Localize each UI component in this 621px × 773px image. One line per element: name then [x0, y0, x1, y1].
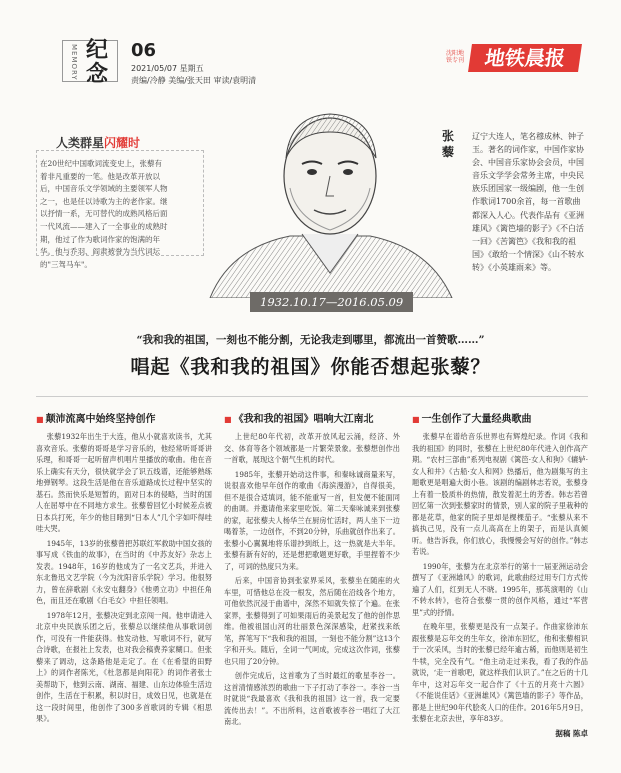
person-name: 张藜 — [442, 129, 455, 159]
paragraph: 1978年12月，张藜决定到北京闯一闯。他申请进入北京中央民族乐团之后，张藜总以继续他从事歌词创作，可没有一件能获得。他发动他、写歌词不行，就写合诗歌，在报社上发表，也对我会稿费养家糊口。但张藜来了调动，这条路他是走定了。在《在希望的田野上》的词作者陈光，《杜忽都是向阳花》的词作者张士美帮助下，他到云南、湖南、福建、山东边体验生活边创作，生活在于积累，积以时日，成效日见，也就是在这一段时间里，他创作了300多首歌词的专辑《相思果》。 — [36, 610, 212, 723]
paragraph: 1985年，张藜开始动这件事，和秦咏诚商量来写，说很喜欢他早年创作的歌曲《海滨漫游》，自得很美，但不是很合适填词，能不能重写一首，但发便不能面同的曲调。并邀请他来家里吃饭。第二天秦咏诚来到张藜的家，起张藜夫人杨华兰在厨房忙活时，两人坐下一边喝着茶，一边创作，不到20分钟，乐曲就创作出来了。张藜小心翼翼地将乐谱抄到纸上，这一热就是大半年。张藜有新有好的，还是想把歌题更好歌，手里捏着不少了，可词的热度只为来。 — [224, 469, 400, 571]
author-credit: 据稿 陈卓 — [555, 728, 588, 738]
section-title-en: MEMORY — [70, 44, 78, 81]
column-tagline — [56, 134, 140, 151]
paragraph: 1945年，13岁的张藜曾把苏联红军救助中国女孩的事写成《铁血的故事》，在当时的《中苏友好》杂志上发表。1948年，16岁的他成为了一名文艺兵，并进入东北鲁迅文艺学院（今为沈阳音乐学院）学习。他很努力，曾在辞歌剧《永安屯翻身》《他勇立功》中担任角色，而且还在歌剧《白毛女》中担任领唱。 — [36, 538, 212, 605]
editor-line: 责编/冷静 美编/张天田 审读/袁明清 — [131, 76, 257, 85]
column-heading: ■ 颠沛流离中始终坚持创作 — [36, 410, 212, 425]
headline-quote: “我和我的祖国，一刻也不能分割，无论我走到哪里，都流出一首赞歌……” — [136, 334, 485, 346]
paragraph: 1990年，张藜为在北京举行的第十一届亚洲运动会撰写了《亚洲雄风》的歌词，此歌曲经过用专门方式传遍了人们，红到无人不晓。1995年，那英演唱的《山不转水转》，也符合张藜一贯的创作风格，通过“军营里”式的抒情。 — [412, 561, 588, 617]
biography: 辽宁大连人，笔名穆成林、钟子玉。著名的词作家，中国作家协会、中国音乐家协会会员，中国音乐文学学会常务主席，中央民族乐团国家一级编剧，他一生创作歌词1700余首，每一首歌曲都深入人心。代表作品有《亚洲雄风》《篱笆墙的影子》《不白活一回》《苦篱笆》《我和我的祖国》《敢给一个情深》《山不转水转》《小英雄雨来》等。 — [472, 132, 584, 272]
column-heading: ■ 一生创作了大量经典歌曲 — [412, 410, 588, 425]
divider — [36, 396, 588, 397]
masthead-sub: 沈阳地铁专刊 — [446, 50, 465, 64]
section-title: 纪念 — [86, 37, 109, 87]
article-column-3 — [412, 410, 588, 739]
page-number: 06 — [131, 40, 157, 61]
date-line: 2021/05/07 星期五 — [131, 64, 204, 73]
portrait-sketch-icon — [190, 98, 470, 298]
article-column-2 — [224, 410, 400, 731]
life-dates: 1932.10.17—2016.05.09 — [250, 292, 413, 312]
column-heading: ■ 《我和我的祖国》唱响大江南北 — [224, 410, 400, 425]
paragraph: 在晚年里，张藜更是没有一点架子。作曲家徐沛东跟张藜是忘年交的生年女，徐沛东回忆，他和张藜相识于一次采风，当时的张藜已经年逾古稀，而他则是初生牛犊，完全没有气。“他主动走过来我，看了我的作品就说，‘走一首歌吧，就这样我们认识了。”在之后的十几年中，这对忘年交一起合作了《十五的月亮十六圆》《不能说佳话》《亚洲雄风》《篱笆墙的影子》等作品，都是上世纪90年代脍炙人口的佳作。2016年5月9日，张藜在北京去世，享年83岁。 — [412, 622, 588, 723]
headline-title: 唱起《我和我的祖国》你能否想起张藜？ — [130, 356, 491, 378]
paragraph: 上世纪80年代初，改革开放风起云涌，经济、外交、体育等各个领域都是一片繁荣景象。张藜想创作出一首歌，展现这个朝气生机的时代。 — [224, 432, 400, 464]
paragraph: 张藜早在谱给音乐世界也有辉煌纪录。作词《我和我的祖国》的同时，张藜在上世纪80年代进入创作高产期。“农村三部曲”系列电视剧《篱笆·女人和狗》《辘轳·女人和井》《古船·女人和网》热播后，他为剧集写的主题歌更是唱遍大街小巷。该剧的编剧林志若说，张藜身上有着一股质朴的热情，散发着泥土的芳香。韩志若曾回忆第一次到张藜家时的情景，别人家的院子里栽种的都是花草，他家的院子里却是棵棵茄子。“张藜从来不搞执己见，没有一点儿高高在上的架子，而是认真倾听。他告诉我，你们放心，我慢慢会写好的创作。”韩志若说。 — [412, 432, 588, 556]
paragraph: 创作完成后，这首歌为了当时最红的歌星李谷一。这首清情感浓烈的歌曲一下子打动了李谷一。李谷一当时就说“我最喜欢《我和我的祖国》这一首，我一定要流传出去！”。不出所料，这首歌被李谷一唱红了大江南北。 — [224, 671, 400, 726]
tagline-highlight: 闪耀时 — [104, 136, 141, 150]
paragraph: 后来，中国音协到张家界采风，张藜坐在随座的火车里，可惜他总在没一根发，然后随在沿线各个地方，可他依然沉浸于曲谱中，深然不知就失惊了个遍。在张家界，张藜得到了可如果雨后的美景起发了他的创作思维。他被祖国山河的壮丽景色深深感染，赶紧找来纸笔，挥笔写下“我和我的祖国，一刻也不能分割”这13个字和开头。随后，全词一气呵成，完成这次作词，张藜也只用了20分钟。 — [224, 576, 400, 666]
article-column-1 — [36, 410, 212, 728]
intro-text: 在20世纪中国歌词流变史上，张藜有着非凡重要的一笔。他是改革开放以后，中国音乐文学领域的主要领军人物之一，也是任以诗歌为主的老作家。继以抒情一系，无可替代的成熟风格后面一代风流——建入了一全事业的成熟时期，他过了作为歌词作家的饱满的年华。他与乔羽、阎肃被誉为当代词坛的"三驾马车"。 — [40, 159, 168, 269]
paragraph: 张藜1932年出生于大连，他从小就喜欢读书，尤其喜欢音乐。张藜的哥哥是学习音乐的，他经常听哥哥讲乐理，和哥哥一起听留声机唱片里播放的歌曲。他在音乐上确实有天分，很快就学会了识五线谱，还能够熟练地弹钢琴。这段生活是他在音乐道路成长过程中坚实的基石。然而快乐是短暂的，面对日本的侵略，当时的国人在屈辱中在不同地方求生。张藜曾回忆小时候差点被日本兵打死，年少的他目睹到“日本人”几个字如吓得哇哇大哭。 — [36, 432, 212, 533]
newspaper-masthead: 地铁晨报 — [468, 44, 582, 72]
tagline-text: 人类群星 — [56, 136, 105, 150]
